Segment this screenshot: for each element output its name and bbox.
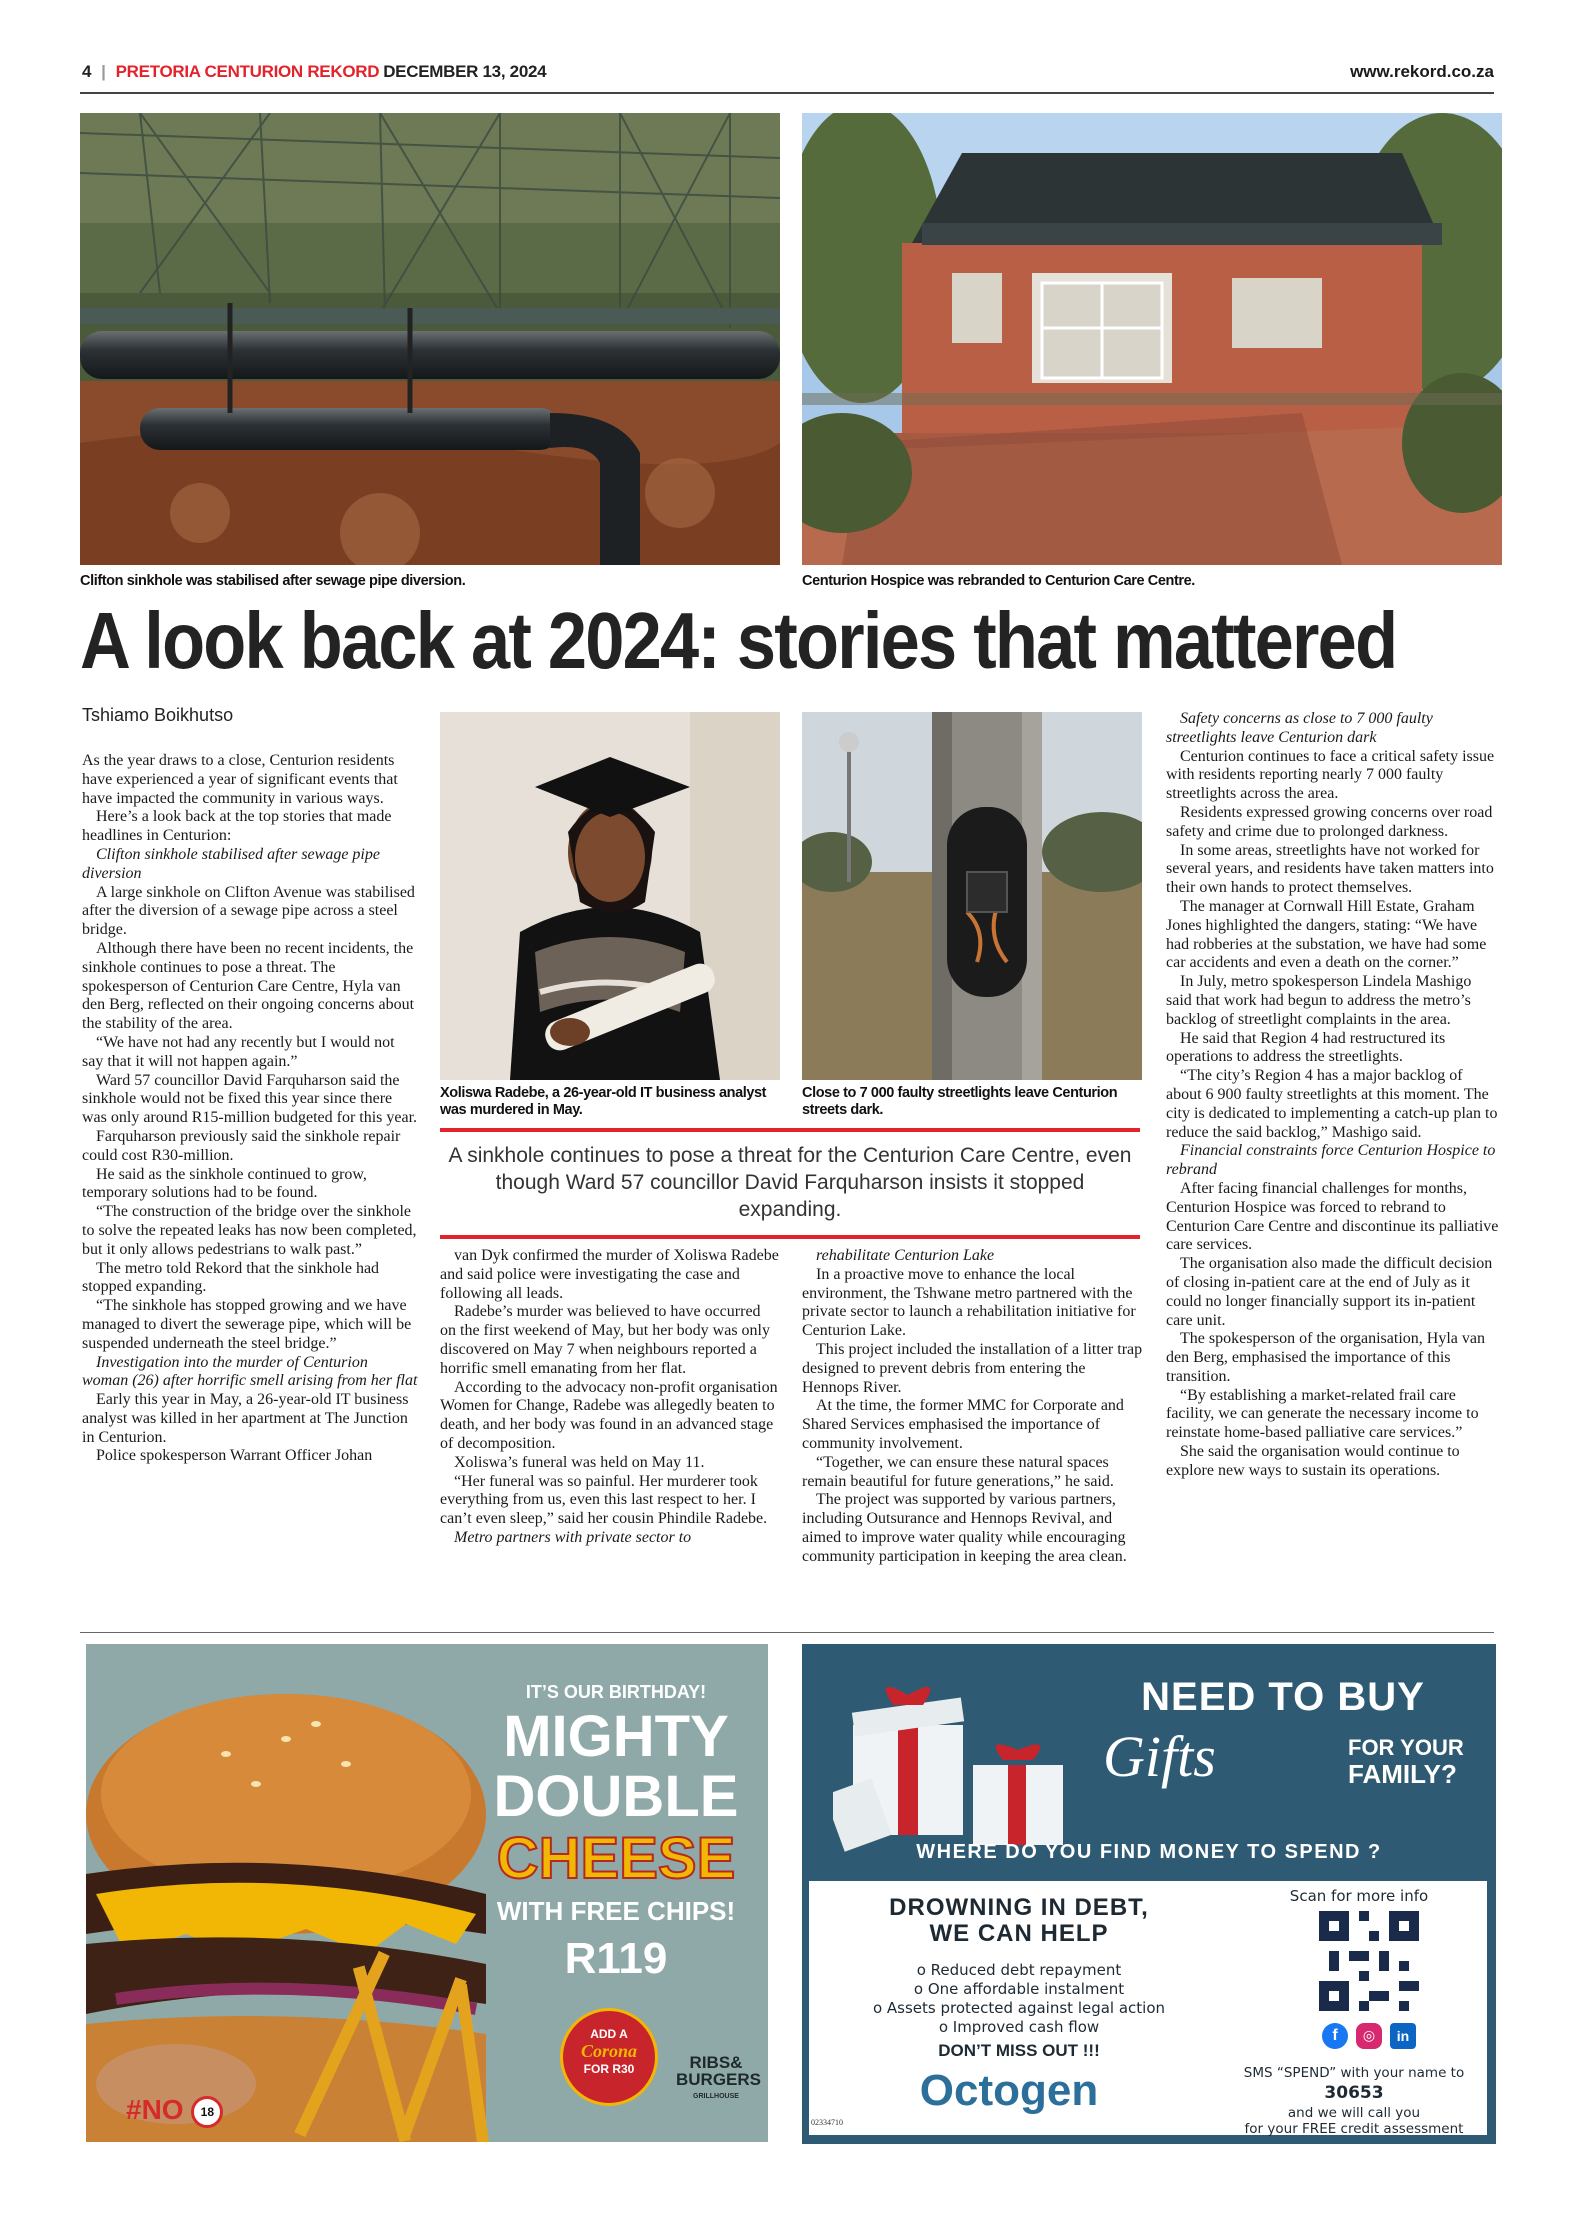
ad-reference: 02334710 bbox=[811, 2118, 843, 2127]
article-paragraph: In some areas, streetlights have not worked for several years, and residents have taken matters into their own hands to protect themselves. bbox=[1166, 841, 1494, 897]
article-paragraph: The metro told Rekord that the sinkhole had stopped expanding. bbox=[82, 1259, 380, 1296]
article-paragraph: Ward 57 councillor David Farquharson said the sinkhole would not be fixed this year since there was only around R15-million budgeted for this year. bbox=[82, 1071, 418, 1127]
benefit-item: o One affordable instalment bbox=[913, 1980, 1125, 1998]
benefits-list bbox=[819, 1961, 1219, 2037]
article-paragraph: Xoliswa’s funeral was held on May 11. bbox=[454, 1453, 705, 1471]
article-paragraph: Centurion continues to face a critical safety issue with residents reporting nearly 7 000 faulty streetlights across the area. bbox=[1166, 747, 1495, 803]
article-paragraph: “The city’s Region 4 has a major backlog of about 6 900 faulty streetlights at this moment. The city is dedicated to implementing a catch-up plan to reduce the said backlog,” Mashigo said. bbox=[1166, 1067, 1498, 1141]
sms-line-1: SMS “SPEND” with your name to bbox=[1243, 2065, 1465, 2081]
publication-name: PRETORIA CENTURION REKORD bbox=[115, 62, 380, 81]
article-column-4 bbox=[1166, 710, 1500, 1481]
article-paragraph: The manager at Cornwall Hill Estate, Graham Jones highlighted the dangers, stating: “We have had robberies at the substation, we have had some car accidents and even a death on the corner.” bbox=[1166, 897, 1487, 972]
age-18-icon: 18 bbox=[191, 2096, 223, 2128]
article-paragraph: Financial constraints force Centurion Hospice to rebrand bbox=[1166, 1142, 1496, 1179]
sms-number: 30653 bbox=[1324, 2083, 1384, 2103]
byline: Tshiamo Boikhutso bbox=[82, 705, 234, 725]
ribs-burgers-logo bbox=[676, 2053, 762, 2105]
article-paragraph: According to the advocacy non-profit organisation Women for Change, Radebe was allegedly beaten to death, and her body was found in an advanced stage of decomposition. bbox=[440, 1378, 778, 1452]
article-paragraph: Police spokesperson Warrant Officer Johan bbox=[96, 1447, 373, 1465]
sinkhole-pipe-photo bbox=[80, 113, 780, 565]
article-paragraph: In a proactive move to enhance the local environment, the Tshwane metro partnered with the private sector to launch a rehabilitation initiative for Centurion Lake. bbox=[802, 1265, 1136, 1340]
hospice-photo bbox=[802, 113, 1502, 565]
sms-line-2: and we will call you bbox=[1287, 2105, 1421, 2121]
article-paragraph: As the year draws to a close, Centurion residents have experienced a year of significant events that have impacted the community in various ways. bbox=[82, 752, 398, 807]
article-paragraph: “Her funeral was so painful. Her murderer took everything from us, even this last respect to her. I can’t even sleep,” said her cousin Phindile Radebe. bbox=[440, 1472, 768, 1528]
page-number: 4 bbox=[82, 62, 92, 81]
scan-for-info: Scan for more info bbox=[1289, 1887, 1429, 1905]
article-paragraph: Metro partners with private sector to bbox=[454, 1528, 692, 1546]
need-to-buy-heading: NEED TO BUY bbox=[1141, 1675, 1425, 1719]
article-paragraph: At the time, the former MMC for Corporate and Shared Services emphasised the importance of community involvement. bbox=[802, 1397, 1124, 1452]
article-headline: A look back at 2024: stories that mattered bbox=[80, 596, 1397, 685]
article-paragraph: He said that Region 4 had restructured its operations to address the streetlights. bbox=[1166, 1029, 1446, 1066]
badge-top: ADD A bbox=[590, 2027, 628, 2041]
for-your-family bbox=[1348, 1735, 1464, 1787]
article-paragraph: He said as the sinkhole continued to grow, temporary solutions had to be found. bbox=[82, 1165, 367, 1202]
graduate-photo bbox=[440, 712, 780, 1080]
streetlight-photo-caption: Close to 7 000 faulty streetlights leave Centurion streets dark. bbox=[802, 1085, 1118, 1118]
gift-boxes-illustration bbox=[833, 1665, 1073, 1865]
brand-line-3: GRILLHOUSE bbox=[693, 2093, 739, 2100]
burger-advert[interactable] bbox=[86, 1644, 768, 2142]
brand-line-1: RIBS& bbox=[689, 2053, 743, 2072]
no-under-age-sign bbox=[126, 2094, 223, 2128]
streetlight-photo bbox=[802, 712, 1142, 1080]
drowning-line-2: WE CAN HELP bbox=[929, 1920, 1109, 1947]
pipe-photo-caption: Clifton sinkhole was stabilised after sewage pipe diversion. bbox=[80, 573, 466, 589]
article-column-2 bbox=[440, 1247, 780, 1548]
article-paragraph: Residents expressed growing concerns over road safety and crime due to prolonged darkness. bbox=[1166, 803, 1493, 840]
drowning-line-1: DROWNING IN DEBT, bbox=[889, 1894, 1149, 1921]
social-icons bbox=[1289, 2023, 1449, 2049]
page-header bbox=[82, 62, 546, 82]
brand-line-2: BURGERS bbox=[676, 2070, 762, 2089]
badge-bottom: FOR R30 bbox=[583, 2062, 635, 2076]
article-paragraph: The project was supported by various partners, including Outsurance and Hennops Revival, and aimed to improve water quality while encouraging community participation in keeping the area clean. bbox=[802, 1491, 1127, 1565]
instagram-icon[interactable]: ◎ bbox=[1356, 2023, 1382, 2049]
family-text: FAMILY? bbox=[1348, 1759, 1457, 1789]
article-paragraph: Safety concerns as close to 7 000 faulty streetlights leave Centurion dark bbox=[1166, 710, 1433, 746]
octogen-logo: Octogen bbox=[919, 2066, 1099, 2115]
article-paragraph: Radebe’s murder was believed to have occurred on the first weekend of May, but her body was only discovered on May 7 when neighbours reported a horrific smell emanating from her flat. bbox=[440, 1303, 770, 1377]
website-link[interactable]: www.rekord.co.za bbox=[1350, 62, 1494, 81]
article-paragraph: Investigation into the murder of Centurion woman (26) after horrific smell arising from her flat bbox=[82, 1353, 418, 1390]
benefit-item: o Reduced debt repayment bbox=[916, 1961, 1122, 1979]
article-paragraph: In July, metro spokesperson Lindela Mashigo said that work had begun to address the metro’s backlog of streetlight complaints in the area. bbox=[1166, 973, 1472, 1028]
article-paragraph: She said the organisation would continue to explore new ways to sustain its operations. bbox=[1166, 1443, 1460, 1479]
article-paragraph: van Dyk confirmed the murder of Xoliswa Radebe and said police were investigating the case and following all leads. bbox=[440, 1247, 779, 1302]
issue-date: DECEMBER 13, 2024 bbox=[383, 62, 547, 81]
article-paragraph: “The sinkhole has stopped growing and we have managed to divert the sewerage pipe, which will be suspended underneath the steel bridge.” bbox=[82, 1297, 412, 1352]
burger-line-double: DOUBLE bbox=[493, 1764, 739, 1829]
burger-line-cheese: CHEESE bbox=[496, 1826, 736, 1891]
header-rule bbox=[80, 92, 1494, 94]
burger-price: R119 bbox=[564, 1934, 668, 1983]
money-question: WHERE DO YOU FIND MONEY TO SPEND ? bbox=[916, 1841, 1382, 1863]
benefit-item: o Improved cash flow bbox=[938, 2018, 1100, 2036]
article-paragraph: A large sinkhole on Clifton Avenue was stabilised after the diversion of a sewage pipe across a steel bridge. bbox=[82, 883, 415, 939]
burger-free-chips: WITH FREE CHIPS! bbox=[496, 1896, 736, 1926]
debt-info-panel bbox=[809, 1881, 1487, 2135]
gifts-script-heading: Gifts bbox=[1103, 1724, 1216, 1789]
burger-line-mighty: MIGHTY bbox=[503, 1704, 729, 1769]
article-paragraph: This project included the installation of a litter trap designed to prevent debris from entering the Hennops River. bbox=[802, 1340, 1143, 1396]
article-paragraph: Early this year in May, a 26-year-old IT business analyst was killed in her apartment at The Junction in Centurion. bbox=[82, 1391, 409, 1446]
pull-quote-bottom-rule bbox=[440, 1235, 1140, 1239]
article-column-1 bbox=[82, 752, 418, 1466]
no-sign-text: #NO bbox=[126, 2094, 184, 2125]
sms-instructions bbox=[1219, 2063, 1489, 2123]
facebook-icon[interactable]: f bbox=[1322, 2023, 1348, 2049]
article-paragraph: “Together, we can ensure these natural spaces remain beautiful for future generations,” he said. bbox=[802, 1453, 1114, 1490]
dont-miss-out: DON’T MISS OUT !!! bbox=[938, 2041, 1100, 2060]
qr-code[interactable] bbox=[1319, 1911, 1419, 2011]
graduate-photo-caption: Xoliswa Radebe, a 26-year-old IT business analyst was murdered in May. bbox=[440, 1085, 767, 1118]
article-paragraph: The organisation also made the difficult decision of closing in-patient care at the end of July as it could no longer financially support its in-patient care unit. bbox=[1166, 1255, 1493, 1329]
hospice-photo-caption: Centurion Hospice was rebranded to Centurion Care Centre. bbox=[802, 573, 1195, 589]
benefit-item: o Assets protected against legal action bbox=[872, 1999, 1166, 2017]
article-paragraph: The spokesperson of the organisation, Hyla van den Berg, emphasised the importance of this transition. bbox=[1166, 1330, 1485, 1385]
corona-badge bbox=[560, 2008, 658, 2106]
article-paragraph: Here’s a look back at the top stories that made headlines in Centurion: bbox=[82, 808, 392, 845]
article-paragraph: After facing financial challenges for months, Centurion Hospice was forced to rebrand to Centurion Care Centre and discontinue its palliative care services. bbox=[1166, 1179, 1499, 1254]
article-column-3 bbox=[802, 1247, 1144, 1567]
article-paragraph: “The construction of the bridge over the sinkhole to solve the repeated leaks has now been completed, but it only allows pedestrians to walk past.” bbox=[82, 1203, 417, 1258]
octogen-debt-advert[interactable] bbox=[802, 1644, 1496, 2144]
article-paragraph: Although there have been no recent incidents, the sinkhole continues to pose a threat. The spokesperson of Centurion Care Centre, Hyla van den Berg, reflected on their ongoing concerns about the stability of the area. bbox=[82, 939, 415, 1033]
badge-brand: Corona bbox=[580, 2041, 638, 2061]
for-your-text: FOR YOUR bbox=[1348, 1735, 1464, 1760]
drowning-in-debt-heading bbox=[819, 1895, 1219, 1947]
sms-line-3: for your FREE credit assessment bbox=[1244, 2121, 1464, 2137]
pull-quote bbox=[440, 1128, 1140, 1239]
article-paragraph: Farquharson previously said the sinkhole repair could cost R30-million. bbox=[82, 1127, 401, 1164]
linkedin-icon[interactable]: in bbox=[1390, 2023, 1416, 2049]
ad-separator-rule bbox=[80, 1632, 1494, 1633]
burger-tagline: IT’S OUR BIRTHDAY! bbox=[525, 1682, 707, 1702]
article-paragraph: “We have not had any recently but I would not say that it will not happen again.” bbox=[82, 1033, 395, 1070]
header-separator: | bbox=[101, 62, 106, 81]
pull-quote-text: A sinkhole continues to pose a threat for the Centurion Care Centre, even though Ward 57 councillor David Farquharson insists it stopped expanding. bbox=[448, 1144, 1132, 1221]
article-paragraph: rehabilitate Centurion Lake bbox=[816, 1247, 995, 1264]
article-paragraph: “By establishing a market-related frail care facility, we can generate the necessary income to reinstate home-based palliative care services.” bbox=[1166, 1386, 1479, 1442]
article-paragraph: Clifton sinkhole stabilised after sewage pipe diversion bbox=[82, 845, 380, 882]
